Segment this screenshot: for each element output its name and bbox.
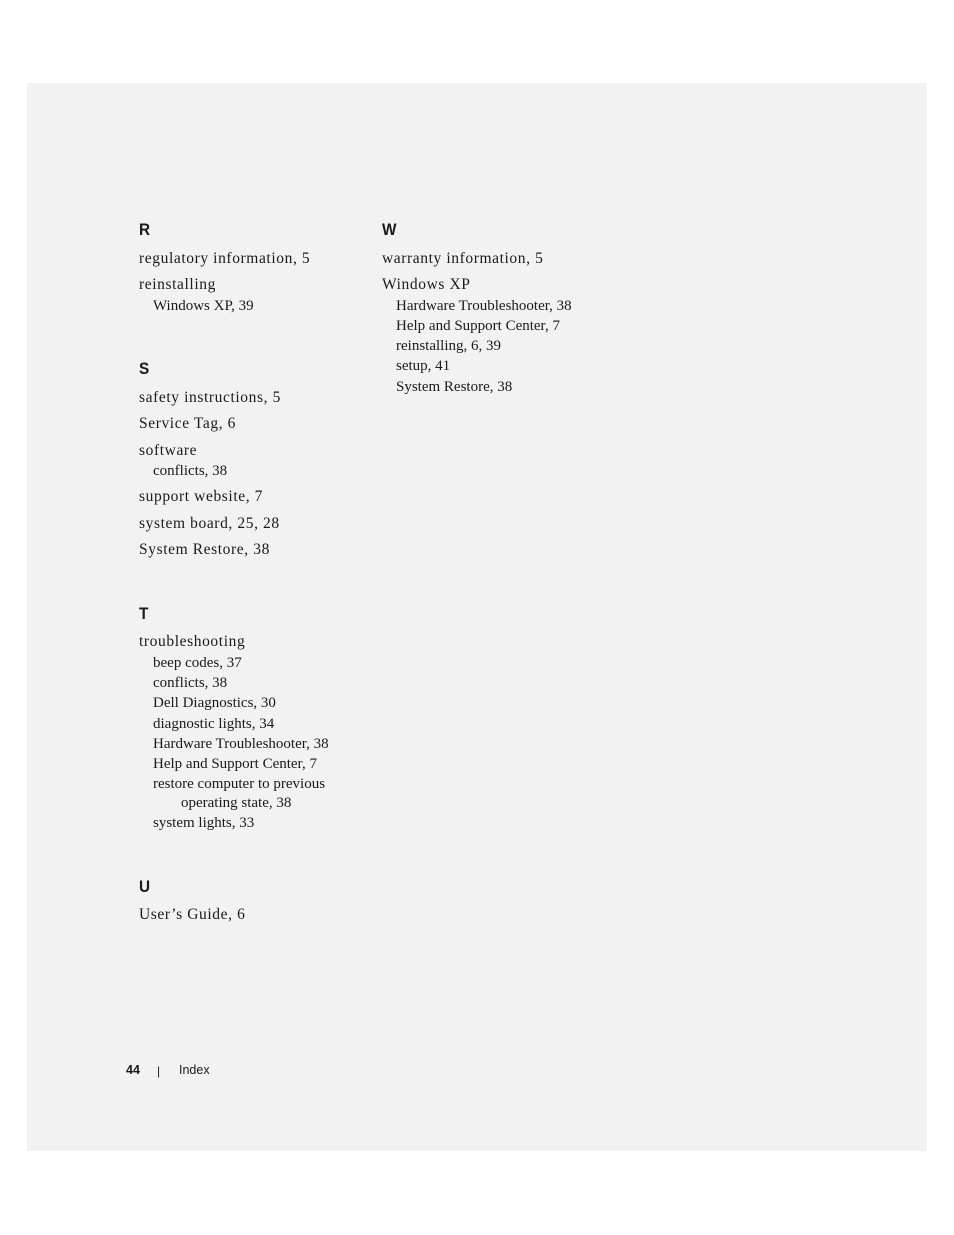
index-entry-reinstalling: reinstalling bbox=[139, 276, 216, 293]
index-subentry: system lights, 33 bbox=[153, 815, 255, 831]
index-subentry: Hardware Troubleshooter, 38 bbox=[396, 298, 572, 314]
index-subentry: reinstalling, 6, 39 bbox=[396, 338, 501, 354]
index-entry-troubleshooting: troubleshooting bbox=[139, 633, 246, 650]
index-subentry-windows-xp: Windows XP, 39 bbox=[153, 298, 254, 314]
index-subentry: diagnostic lights, 34 bbox=[153, 716, 275, 732]
index-letter-r: R bbox=[139, 220, 151, 239]
index-subentry: Dell Diagnostics, 30 bbox=[153, 695, 276, 711]
index-entry-support-website: support website, 7 bbox=[139, 488, 264, 505]
index-subentry: setup, 41 bbox=[396, 358, 451, 374]
page-number: 44 bbox=[126, 1063, 140, 1077]
index-entry-software: software bbox=[139, 442, 198, 459]
index-letter-t: T bbox=[139, 604, 149, 623]
index-letter-s: S bbox=[139, 359, 150, 378]
index-entry-users-guide: User’s Guide, 6 bbox=[139, 906, 246, 923]
index-subentry: System Restore, 38 bbox=[396, 379, 513, 395]
index-entry-system-board: system board, 25, 28 bbox=[139, 515, 280, 532]
index-subentry: conflicts, 38 bbox=[153, 675, 228, 691]
index-entry-warranty-information: warranty information, 5 bbox=[382, 250, 544, 267]
index-letter-u: U bbox=[139, 877, 151, 896]
index-subentry: beep codes, 37 bbox=[153, 655, 242, 671]
index-subentry: Help and Support Center, 7 bbox=[153, 756, 317, 772]
index-subentry: Help and Support Center, 7 bbox=[396, 318, 560, 334]
footer-section-name: Index bbox=[179, 1063, 210, 1077]
index-entry-safety-instructions: safety instructions, 5 bbox=[139, 389, 281, 406]
index-entry-service-tag: Service Tag, 6 bbox=[139, 415, 236, 432]
index-entry-windows-xp: Windows XP bbox=[382, 276, 471, 293]
index-entry-regulatory-information: regulatory information, 5 bbox=[139, 250, 311, 267]
page-sheet bbox=[27, 83, 927, 1151]
index-letter-w: W bbox=[382, 220, 397, 239]
index-subentry: Hardware Troubleshooter, 38 bbox=[153, 736, 329, 752]
index-subentry-continuation: operating state, 38 bbox=[181, 795, 292, 811]
footer-separator: | bbox=[157, 1064, 161, 1078]
index-subentry-conflicts: conflicts, 38 bbox=[153, 463, 228, 479]
index-entry-system-restore: System Restore, 38 bbox=[139, 541, 270, 558]
index-subentry: restore computer to previous bbox=[153, 776, 326, 792]
